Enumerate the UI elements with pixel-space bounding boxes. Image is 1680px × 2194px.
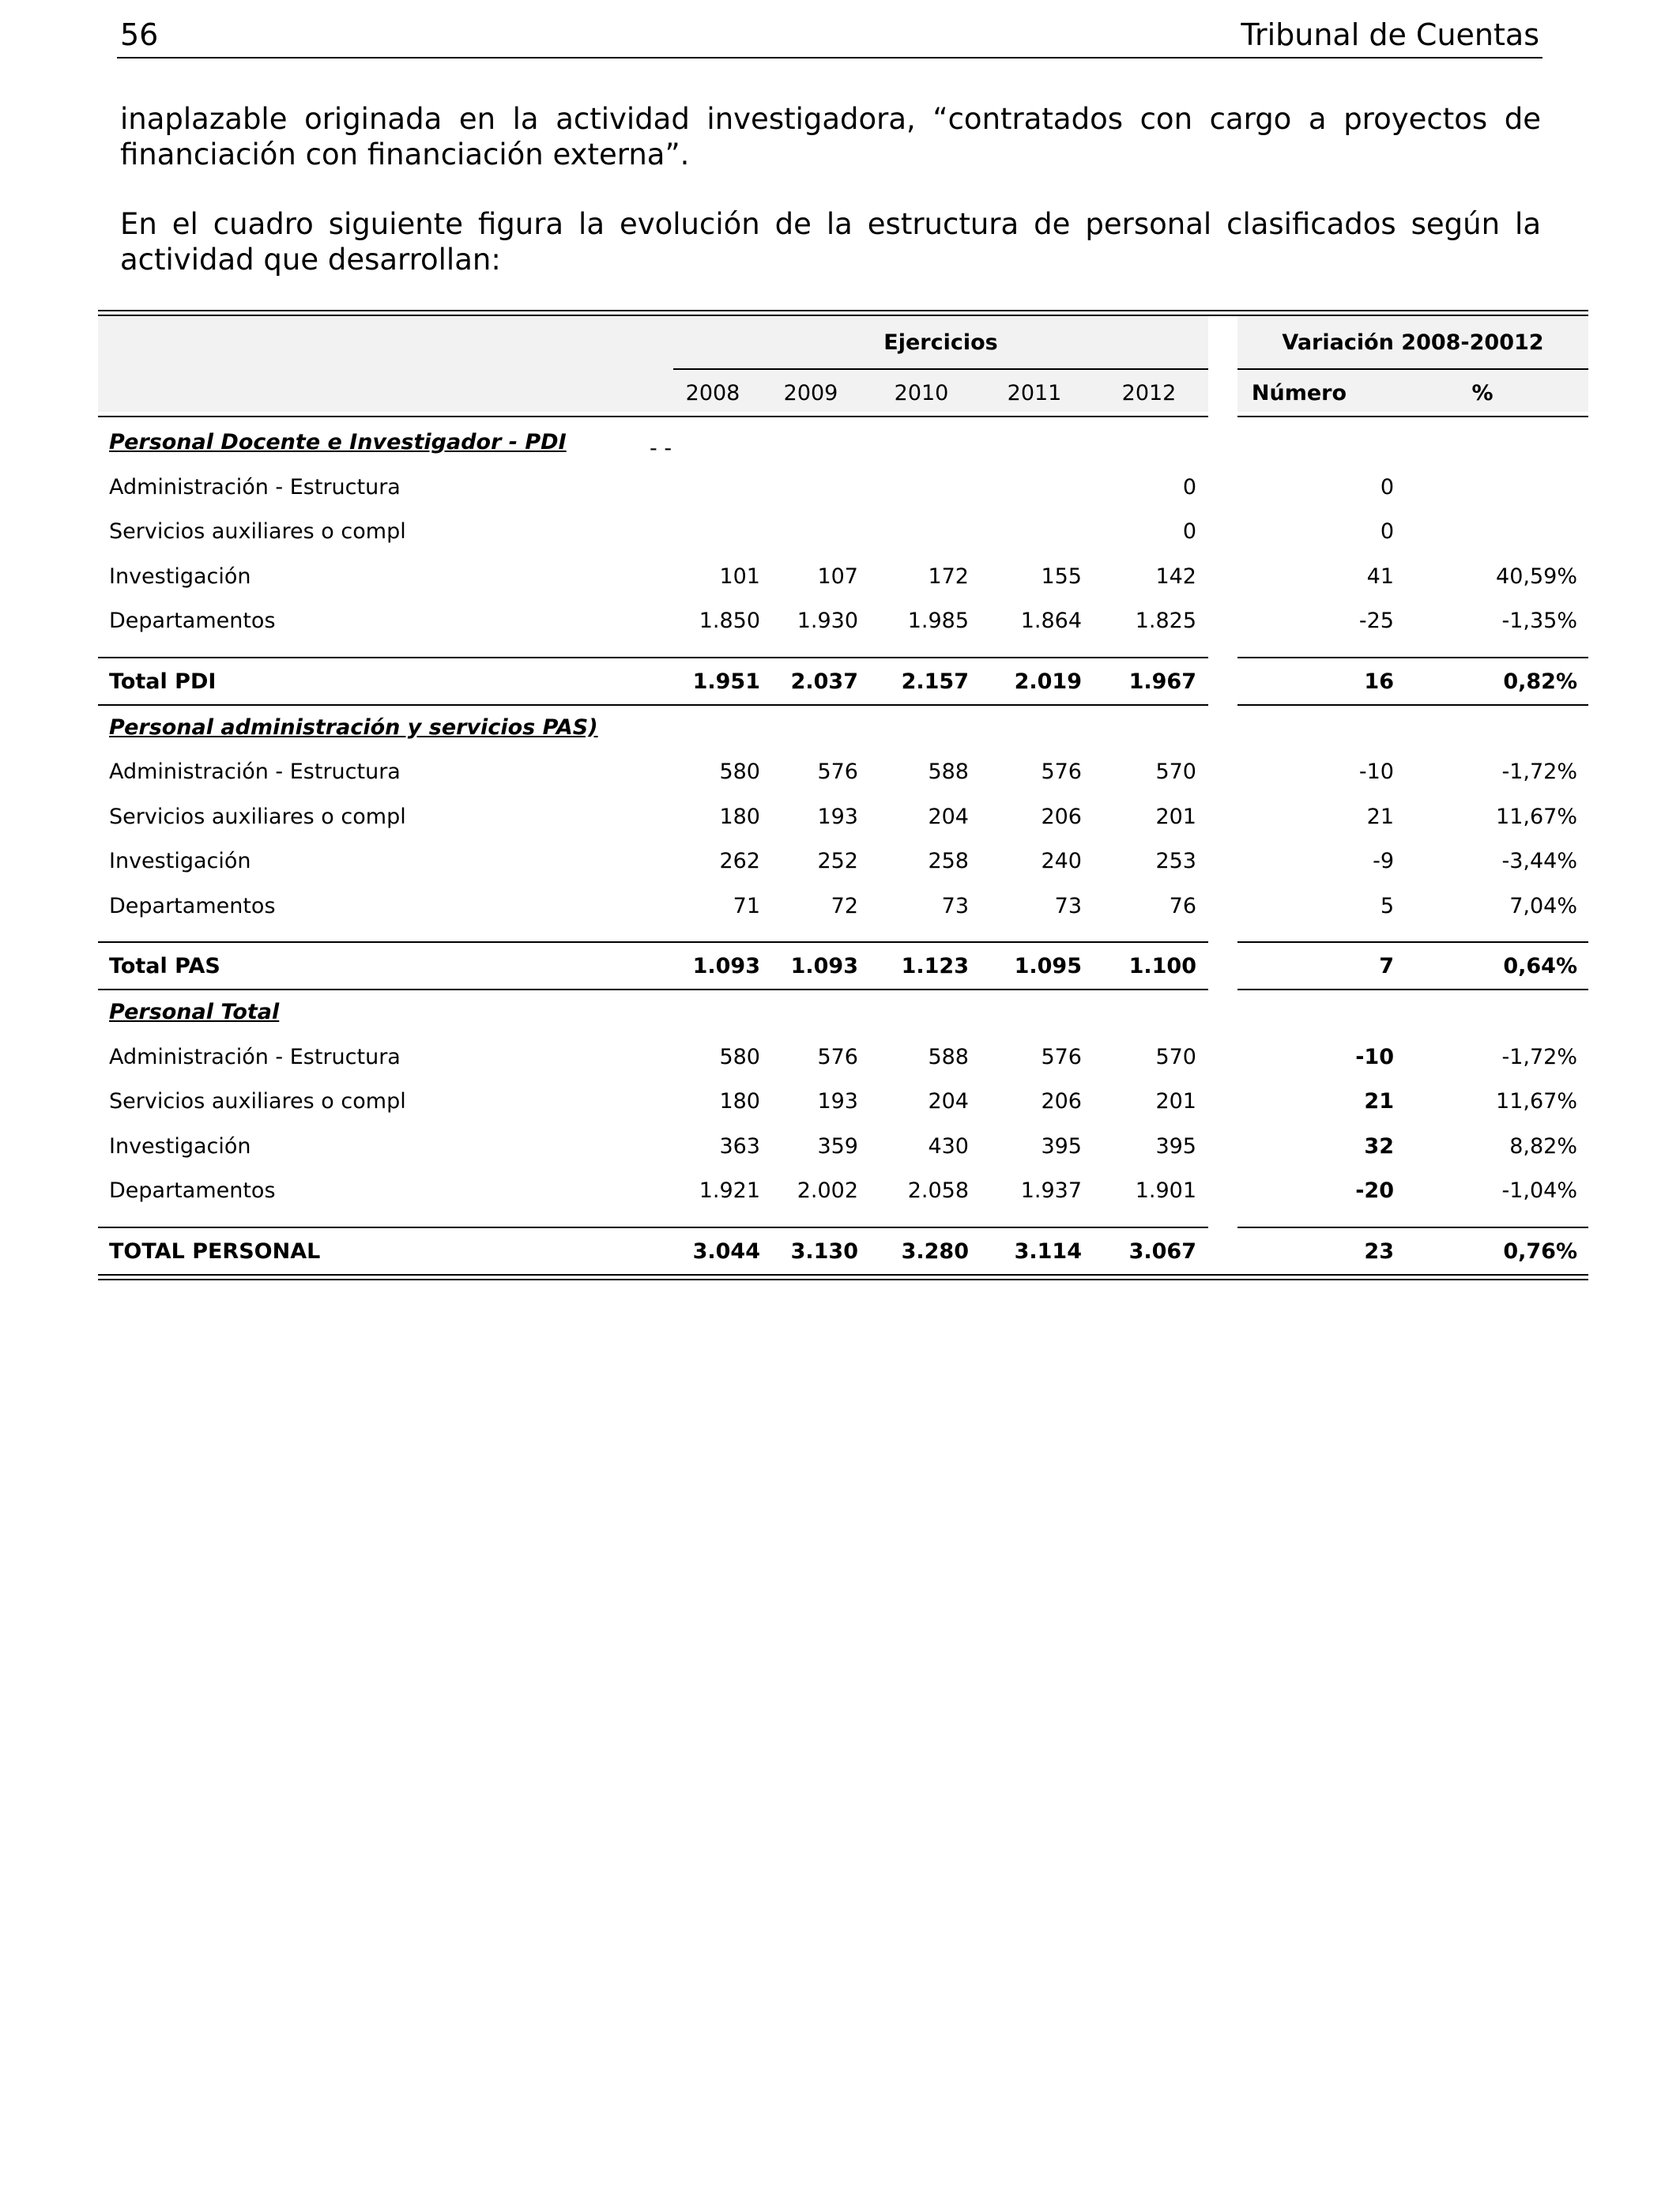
- total-cell: 3.067: [1128, 1238, 1196, 1264]
- column-group-variacion: Variación 2008-20012: [1282, 330, 1544, 355]
- column-header: Número: [1251, 381, 1347, 405]
- table-bottom-rule: [98, 1279, 1588, 1280]
- page-number: 56: [120, 17, 159, 52]
- table-cell: -10: [1355, 1044, 1394, 1069]
- table-cell: 204: [928, 804, 969, 829]
- stray-marks: - -: [650, 436, 672, 461]
- table-cell: 576: [817, 1044, 858, 1069]
- total-cell: 2.157: [901, 669, 969, 694]
- total-cell: 1.093: [692, 954, 760, 978]
- table-cell: 580: [719, 1044, 760, 1069]
- table-cell: 180: [719, 1089, 760, 1114]
- table-cell: 0: [1182, 474, 1196, 499]
- row-label: Servicios auxiliares o compl: [109, 1089, 406, 1114]
- table-cell: 395: [1155, 1133, 1196, 1159]
- total-cell: 2.019: [1014, 669, 1082, 694]
- column-header: 2009: [783, 381, 838, 405]
- table-cell: 359: [817, 1133, 858, 1159]
- row-label: Administración - Estructura: [109, 474, 401, 499]
- paragraph: En el cuadro siguiente figura la evolución de la estructura de personal clasificados según la actividad que desarrollan:: [120, 207, 1541, 277]
- table-cell: 101: [719, 564, 760, 589]
- table-cell: 32: [1364, 1133, 1394, 1159]
- table-cell: 1.825: [1135, 609, 1196, 633]
- header-bottom-rule: [1237, 416, 1588, 417]
- table-cell: 2.002: [797, 1178, 858, 1203]
- column-group-ejercicios: Ejercicios: [883, 330, 998, 355]
- total-label: Total PDI: [109, 669, 217, 694]
- total-cell: 1.123: [901, 954, 969, 978]
- table-cell: -1,72%: [1501, 760, 1577, 784]
- table-cell: 180: [719, 804, 760, 829]
- table-cell: 40,59%: [1496, 564, 1577, 589]
- table-cell: 76: [1169, 893, 1196, 918]
- table-cell: 193: [817, 1089, 858, 1114]
- group-underline: [1237, 368, 1588, 370]
- total-cell: 1.093: [790, 954, 858, 978]
- table-cell: 1.937: [1020, 1178, 1082, 1203]
- table-cell: 172: [928, 564, 969, 589]
- total-bottom-rule: [1237, 989, 1588, 990]
- group-underline: [673, 368, 1208, 370]
- table-cell: 258: [928, 849, 969, 873]
- total-cell: 3.044: [692, 1238, 760, 1264]
- table-cell: 262: [719, 849, 760, 873]
- total-top-rule: [98, 941, 1208, 943]
- total-cell: 1.951: [692, 669, 760, 694]
- column-header: 2012: [1121, 381, 1177, 405]
- total-top-rule: [1237, 657, 1588, 658]
- table-cell: -3,44%: [1501, 849, 1577, 873]
- table-cell: 430: [928, 1133, 969, 1159]
- table-top-rule: [98, 310, 1588, 311]
- table-cell: -1,35%: [1501, 609, 1577, 633]
- total-top-rule: [98, 1227, 1208, 1228]
- total-bottom-rule: [1237, 704, 1588, 706]
- header-bottom-rule: [98, 416, 1208, 417]
- table-cell: 1.930: [797, 609, 858, 633]
- table-cell: 0: [1380, 474, 1394, 499]
- total-label: TOTAL PERSONAL: [109, 1238, 321, 1264]
- total-cell: 3.280: [901, 1238, 969, 1264]
- table-cell: 206: [1041, 804, 1082, 829]
- total-cell: 1.095: [1014, 954, 1082, 978]
- total-cell: 0,82%: [1503, 669, 1577, 694]
- table-cell: 73: [1054, 893, 1082, 918]
- total-cell: 3.114: [1014, 1238, 1082, 1264]
- total-cell: 7: [1379, 954, 1394, 978]
- page-header: [117, 17, 1543, 58]
- row-label: Departamentos: [109, 893, 276, 918]
- table-cell: -1,04%: [1501, 1178, 1577, 1203]
- table-cell: 363: [719, 1133, 760, 1159]
- table-cell: 576: [817, 760, 858, 784]
- total-label: Total PAS: [109, 954, 220, 978]
- table-cell: 107: [817, 564, 858, 589]
- table-cell: 193: [817, 804, 858, 829]
- table-cell: 576: [1041, 1044, 1082, 1069]
- table-cell: 155: [1041, 564, 1082, 589]
- table-cell: 1.850: [699, 609, 760, 633]
- table-cell: 11,67%: [1496, 1089, 1577, 1114]
- table-cell: 570: [1155, 1044, 1196, 1069]
- row-label: Departamentos: [109, 1178, 276, 1203]
- table-cell: 395: [1041, 1133, 1082, 1159]
- column-header: 2010: [894, 381, 949, 405]
- row-label: Investigación: [109, 564, 251, 589]
- total-top-rule: [1237, 941, 1588, 943]
- table-cell: 8,82%: [1509, 1133, 1577, 1159]
- table-cell: 588: [928, 1044, 969, 1069]
- column-header: 2008: [685, 381, 740, 405]
- section-title: Personal Total: [109, 1000, 280, 1024]
- table-cell: 588: [928, 760, 969, 784]
- column-header: %: [1471, 381, 1494, 405]
- row-label: Departamentos: [109, 609, 276, 633]
- table-cell: 2.058: [907, 1178, 969, 1203]
- total-bottom-rule: [98, 704, 1208, 706]
- row-label: Administración - Estructura: [109, 760, 401, 784]
- table-cell: 7,04%: [1509, 893, 1577, 918]
- table-cell: 11,67%: [1496, 804, 1577, 829]
- table-cell: 240: [1041, 849, 1082, 873]
- table-cell: 576: [1041, 760, 1082, 784]
- table-cell: 253: [1155, 849, 1196, 873]
- row-label: Investigación: [109, 849, 251, 873]
- total-bottom-rule: [98, 989, 1208, 990]
- table-cell: 570: [1155, 760, 1196, 784]
- table-cell: -1,72%: [1501, 1044, 1577, 1069]
- table-cell: 252: [817, 849, 858, 873]
- column-header: 2011: [1007, 381, 1062, 405]
- total-cell: 1.100: [1128, 954, 1196, 978]
- row-label: Servicios auxiliares o compl: [109, 804, 406, 829]
- table-cell: 72: [831, 893, 858, 918]
- table-cell: 0: [1380, 519, 1394, 544]
- table-cell: 21: [1364, 1089, 1394, 1114]
- running-title: Tribunal de Cuentas: [1241, 17, 1539, 52]
- paragraph: inaplazable originada en la actividad investigadora, “contratados con cargo a proyectos de financiación con financiación externa”.: [120, 102, 1541, 172]
- total-cell: 0,76%: [1503, 1238, 1577, 1264]
- table-cell: 21: [1366, 804, 1394, 829]
- total-cell: 2.037: [790, 669, 858, 694]
- row-label: Servicios auxiliares o compl: [109, 519, 406, 544]
- table-cell: 204: [928, 1089, 969, 1114]
- table-cell: 206: [1041, 1089, 1082, 1114]
- total-cell: 1.967: [1128, 669, 1196, 694]
- table-cell: 580: [719, 760, 760, 784]
- table-cell: 1.985: [907, 609, 969, 633]
- total-top-rule: [98, 657, 1208, 658]
- table-cell: 1.901: [1135, 1178, 1196, 1203]
- table-top-rule: [98, 315, 1588, 316]
- table-cell: 5: [1380, 893, 1394, 918]
- table-cell: 41: [1366, 564, 1394, 589]
- table-cell: 73: [941, 893, 969, 918]
- section-title: Personal Docente e Investigador - PDI: [109, 430, 567, 454]
- table-cell: -25: [1358, 609, 1394, 633]
- total-cell: 0,64%: [1503, 954, 1577, 978]
- table-cell: -10: [1358, 760, 1394, 784]
- total-top-rule: [1237, 1227, 1588, 1228]
- table-cell: 201: [1155, 1089, 1196, 1114]
- total-cell: 23: [1364, 1238, 1394, 1264]
- row-label: Investigación: [109, 1133, 251, 1159]
- total-cell: 16: [1364, 669, 1394, 694]
- table-cell: 201: [1155, 804, 1196, 829]
- table-cell: 142: [1155, 564, 1196, 589]
- section-title: Personal administración y servicios PAS): [109, 714, 598, 740]
- table-cell: 0: [1182, 519, 1196, 544]
- table-cell: 71: [733, 893, 760, 918]
- table-cell: 1.864: [1020, 609, 1082, 633]
- table-bottom-rule: [98, 1274, 1588, 1276]
- table-cell: -20: [1355, 1178, 1394, 1203]
- table-cell: 1.921: [699, 1178, 760, 1203]
- table-cell: -9: [1373, 849, 1394, 873]
- total-cell: 3.130: [790, 1238, 858, 1264]
- row-label: Administración - Estructura: [109, 1044, 401, 1069]
